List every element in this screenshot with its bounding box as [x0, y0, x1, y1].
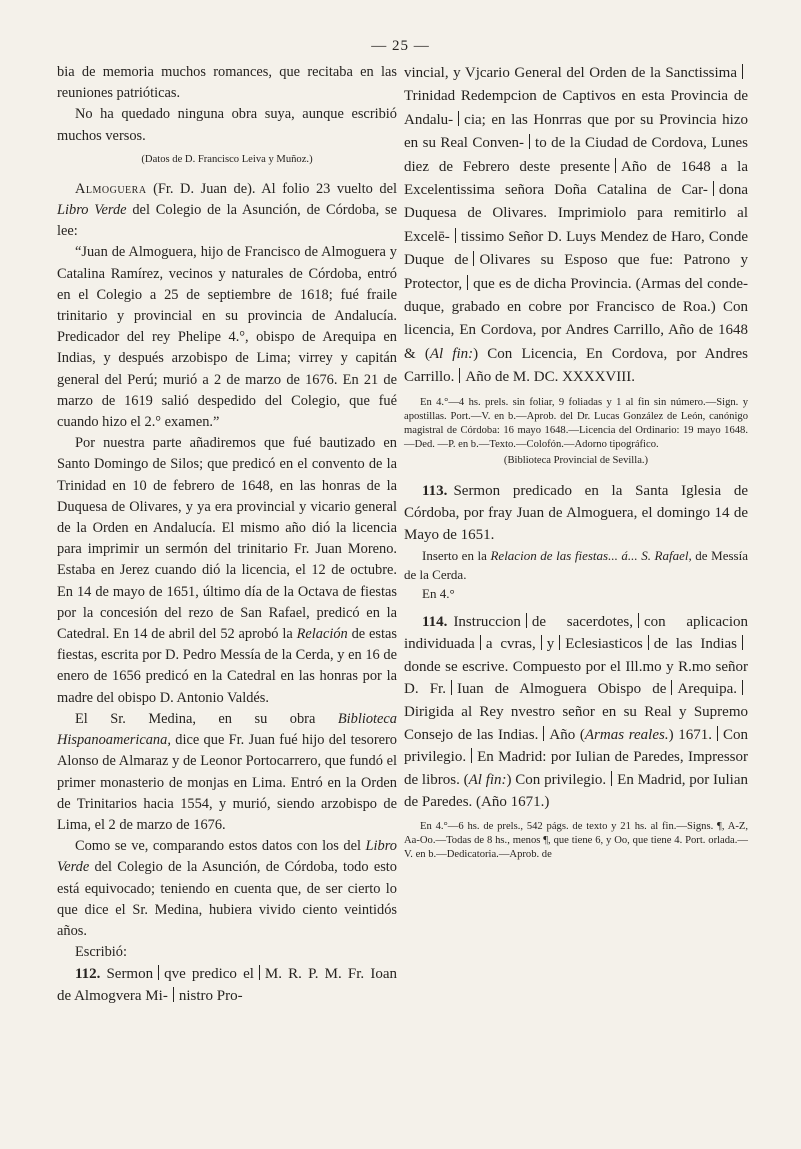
paragraph: Escribió:: [75, 944, 127, 961]
line-break-mark: [158, 965, 159, 980]
quotation: “Juan de Almoguera, hijo de Francisco de Almoguera y Catalina Ramírez, vecinos y naturales de Córdoba, entró en el Colegio a 25 de septiembre de 1618; fué fraile trinitario y provincial en su provincia de Andalucía. Predicador del rey Phelipe 4.°, obispo de Arequipa en Indias, y después arzobispo de Lima; virrey y capitán general del Perú; murió a 2 de marzo de 1676. En 21 de marzo de 1619 salió despedido del Colegio, que fué cuando hizo el 2.° examen.”: [57, 244, 397, 431]
right-column: [404, 62, 748, 862]
paragraph: bia de memoria muchos romances, que recitaba en las reuniones patrióticas.: [57, 64, 397, 102]
paragraph: No ha quedado ninguna obra suya, aunque escribió muchos versos.: [57, 106, 397, 144]
left-column: [57, 62, 397, 1007]
paragraph: Por nuestra parte añadiremos que fué bautizado en Santo Domingo de Silos; que predicó en el convento de la Trinidad en 10 de febrero de 1648, en las honras de la Duquesa de Olivares, y ya era provincial y vicario general de la Orden en Andalucía. El mismo año dió la licencia para imprimir un sermón del trinitario Fr. Juan Moreno. Estaba en Jerez cuando dió la licencia, el 12 de octubre. En 14 de mayo de 1651, último día de la Octava de fiestas por la concesión del rezo de San Rafael, predicó en la Catedral. En 14 de abril del 52 aprobó la Relación de estas fiestas, escrita por D. Pedro Messía de la Cerda, y en 16 de enero de 1656 predicó en la Catedral en las honras por la madre del obispo D. Antonio Valdés.: [57, 435, 397, 706]
page-number: — 25 —: [371, 38, 430, 54]
paragraph: El Sr. Medina, en su obra Biblioteca Hispanoamericana, dice que Fr. Juan fué hijo del tesorero Alonso de Almaraz y de Leonor Portocarrero, que fundó el primer monasterio de monjas en Lima. Entró en la Orden de Trinitarios hacia 1554, y murió, siendo arzobispo de Lima, el 2 de marzo de 1676.: [57, 710, 397, 833]
line-break-mark: [173, 987, 174, 1002]
bibliographic-entry: 114. Instruccion de sacerdotes, con aplicacion individuada a cvras, y Eclesiasticos de las Indiasdonde se escrive. Compuesto por el Ill.mo y R.mo señor D. Fr. Iuan de Almoguera Obispo de Arequipa.Dirigida al Rey nvestro señor en su Real y Supremo Consejo de las Indias. Año (Armas reales.) 1671. Con privilegio. En Madrid: por Iulian de Paredes, Impressor de libros. (Al fin:) Con privilegio. En Madrid, por Iulian de Paredes. (Año 1671.): [404, 613, 749, 811]
bibliographic-entry-continued: vincial, y Vjcario General del Orden de la SanctissimaTrinidad Redempcion de Captivos en esta Provincia de Andalu- cia; en las Honrras que por su Provincia hizo en su Real Conven- to de la Ciudad de Cordova, Lunes diez de Febrero deste presente Año de 1648 a la Excelentissima señora Doña Catalina de Car- dona Duquesa de Olivares. Imprimiolo para remitirlo al Excelē- tissimo Señor D. Luys Mendez de Haro, Conde Duque de Olivares su Esposo que fue: Patrono y Protector, que es de dicha Provincia. (Armas del conde-duque, grabado en cobre por Francisco de Roa.) Con licencia, En Cordova, por Andres Carrillo, Año de 1648 & (Al fin:) Con Licencia, En Cordova, por Andres Carrillo. Año de M. DC. XXXXVIII.: [404, 65, 748, 386]
paragraph: Como se ve, comparando estos datos con los del Libro Verde del Colegio de la Asunción, de Córdoba, todo esto está equivocado; teniendo en cuenta que, de ser cierto lo que dice el Sr. Medina, hubiera vivido ciento veintidós años.: [57, 838, 397, 939]
author-name: Almoguera: [75, 180, 147, 197]
bibliographic-note: En 4.°—4 hs. prels. sin foliar, 9 foliadas y 1 al fin sin número.—Sign. y apostillas. Port.—V. en b.—Aprob. del Dr. Lucas González de León, canónigo magistral de Córdoba: 16 mayo 1648.—Licencia del Ordinario: 19 mayo 1648.—Ded. —P. en b.—Texto.—Colofón.—Adorno tipográfico.: [404, 396, 748, 450]
source-note: (Datos de D. Francisco Leiva y Muñoz.): [141, 153, 313, 165]
source-note: (Biblioteca Provincial de Sevilla.): [503, 454, 649, 466]
line-break-mark: [259, 965, 260, 980]
bibliographic-note: En 4.°: [422, 585, 455, 601]
bibliographic-note: Inserto en la Relacion de las fiestas... á... S. Rafael, de Messía de la Cerda.: [404, 547, 748, 582]
bibliographic-entry: 112. Sermon qve predico el M. R. P. M. Fr. Ioan de Almogvera Mi- nistro Pro-: [57, 966, 397, 1005]
bibliographic-entry: 113. Sermon predicado en la Santa Iglesia de Córdoba, por fray Juan de Almoguera, el domingo 14 de Mayo de 1651.: [404, 482, 748, 543]
bibliographic-note: En 4.°—6 hs. de prels., 542 págs. de texto y 21 hs. al fin.—Signs. ¶, A-Z, Aa-Oo.—Todas de 8 hs., menos ¶, que tiene 6, y Oo, que tiene 4. Port. orlada.—V. en b.—Dedicatoria.—Aprob. de: [404, 821, 748, 861]
entry-heading: Almoguera (Fr. D. Juan de). Al folio 23 vuelto del Libro Verde del Colegio de la Asunción, de Córdoba, se lee:: [57, 180, 397, 240]
